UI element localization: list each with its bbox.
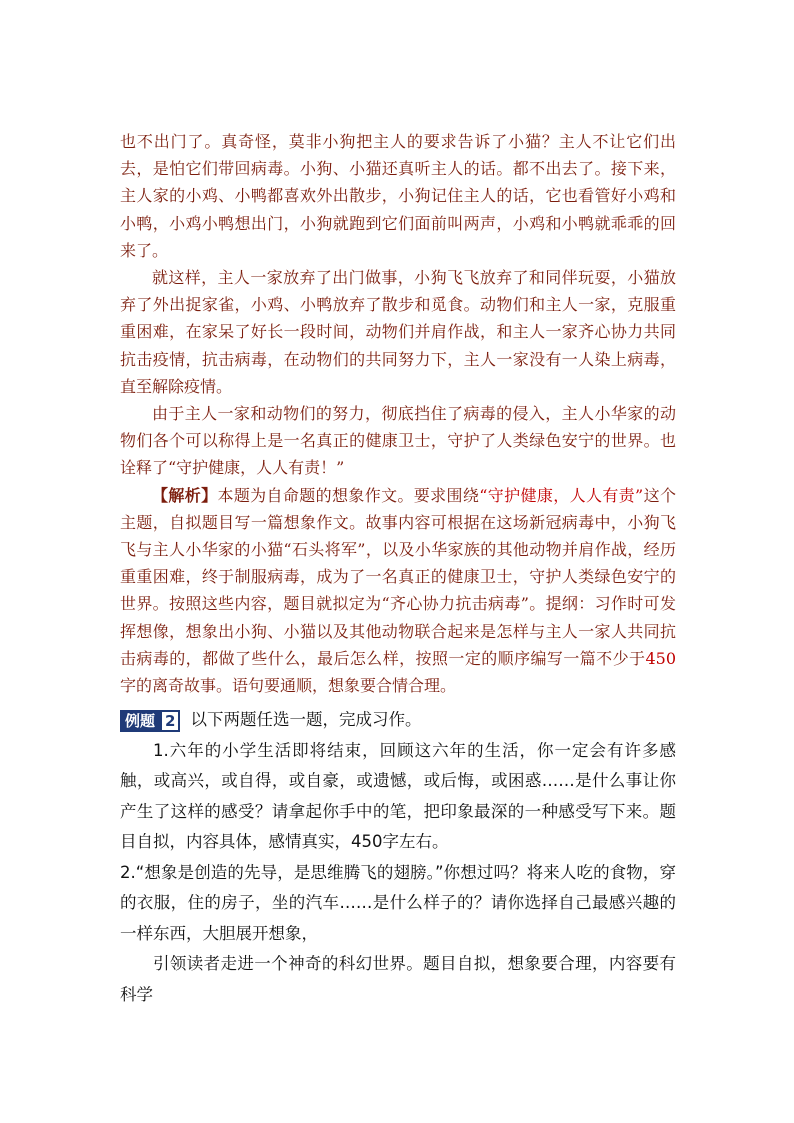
example-question-2: 2.“想象是创造的先导，是思维腾飞的翅膀。”你想过吗？将来人吃的食物，穿的衣服，住的房子，坐的汽车……是什么样子的？请你选择自己最感兴趣的一样东西，大胆展开想象， (120, 862, 676, 943)
answer-paragraph-3: 由于主人一家和动物们的努力，彻底挡住了病毒的侵入，主人小华家的动物们各个可以称得上是一名真正的健康卫士，守护了人类绿色安宁的世界。也诠释了“守护健康，人人有责！” (120, 404, 676, 478)
analysis-number: 450 (645, 648, 676, 668)
analysis-text-1: 本题为自命题的想象作文。要求围绕 (217, 485, 480, 505)
analysis-tag: 【解析】 (152, 485, 218, 505)
example-instruction: 以下两题任选一题，完成习作。 (190, 710, 422, 730)
analysis-paragraph (120, 482, 676, 700)
answer-paragraph-2: 就这样，主人一家放弃了出门做事，小狗飞飞放弃了和同伴玩耍，小猫放弃了外出捉家雀，小鸡、小鸭放弃了散步和觅食。动物们和主人一家，克服重重困难，在家呆了好长一段时间，动物们并肩作战，和主人一家齐心协力共同抗击疫情，抗击病毒，在动物们的共同努力下，主人一家没有一人染上病毒，直至解除疫情。 (120, 268, 676, 396)
example-heading (120, 705, 676, 736)
example-question-2-continued: 引领读者走进一个神奇的科幻世界。题目自拟，想象要合理，内容要有科学 (120, 954, 676, 1004)
analysis-text-2: 这个主题，自拟题目写一篇想象作文。故事内容可根据在这场新冠病毒中，小狗飞飞与主人小华家的小猫“石头将军”，以及小华家族的其他动物并肩作战，经历重重困难，终于制服病毒，成为了一名真正的健康卫士，守护人类绿色安宁的世界。按照这些内容，题目就拟定为“齐心协力抗击病毒”。提纲：习作时可发挥想像，想象出小狗、小猫以及其他动物联合起来是怎样与主人一家人共同抗击病毒的，都做了些什么，最后怎么样，按照一定的顺序编写一篇不少于 (120, 485, 676, 668)
example-badge (120, 710, 180, 732)
analysis-text-3: 字的离奇故事。语句要通顺，想象要合情合理。 (120, 676, 457, 696)
analysis-highlight: “守护健康，人人有责” (479, 485, 644, 505)
example-question-1: 1.六年的小学生活即将结束，回顾这六年的生活，你一定会有许多感触，或高兴，或自得，或自豪，或遗憾，或后悔，或困惑……是什么事让你产生了这样的感受？请拿起你手中的笔，把印象最深的一种感受写下来。题目自拟，内容具体，感情真实，450字左右。 (120, 740, 676, 852)
example-badge-label: 例题 (120, 710, 160, 732)
example-badge-number: 2 (160, 710, 180, 732)
answer-paragraph-1: 也不出门了。真奇怪，莫非小狗把主人的要求告诉了小猫？主人不让它们出去，是怕它们带回病毒。小狗、小猫还真听主人的话。都不出去了。接下来，主人家的小鸡、小鸭都喜欢外出散步，小狗记住主人的话，它也看管好小鸡和小鸭，小鸡小鸭想出门，小狗就跑到它们面前叫两声，小鸡和小鸭就乖乖的回来了。 (120, 132, 676, 260)
page-content (120, 128, 676, 1010)
